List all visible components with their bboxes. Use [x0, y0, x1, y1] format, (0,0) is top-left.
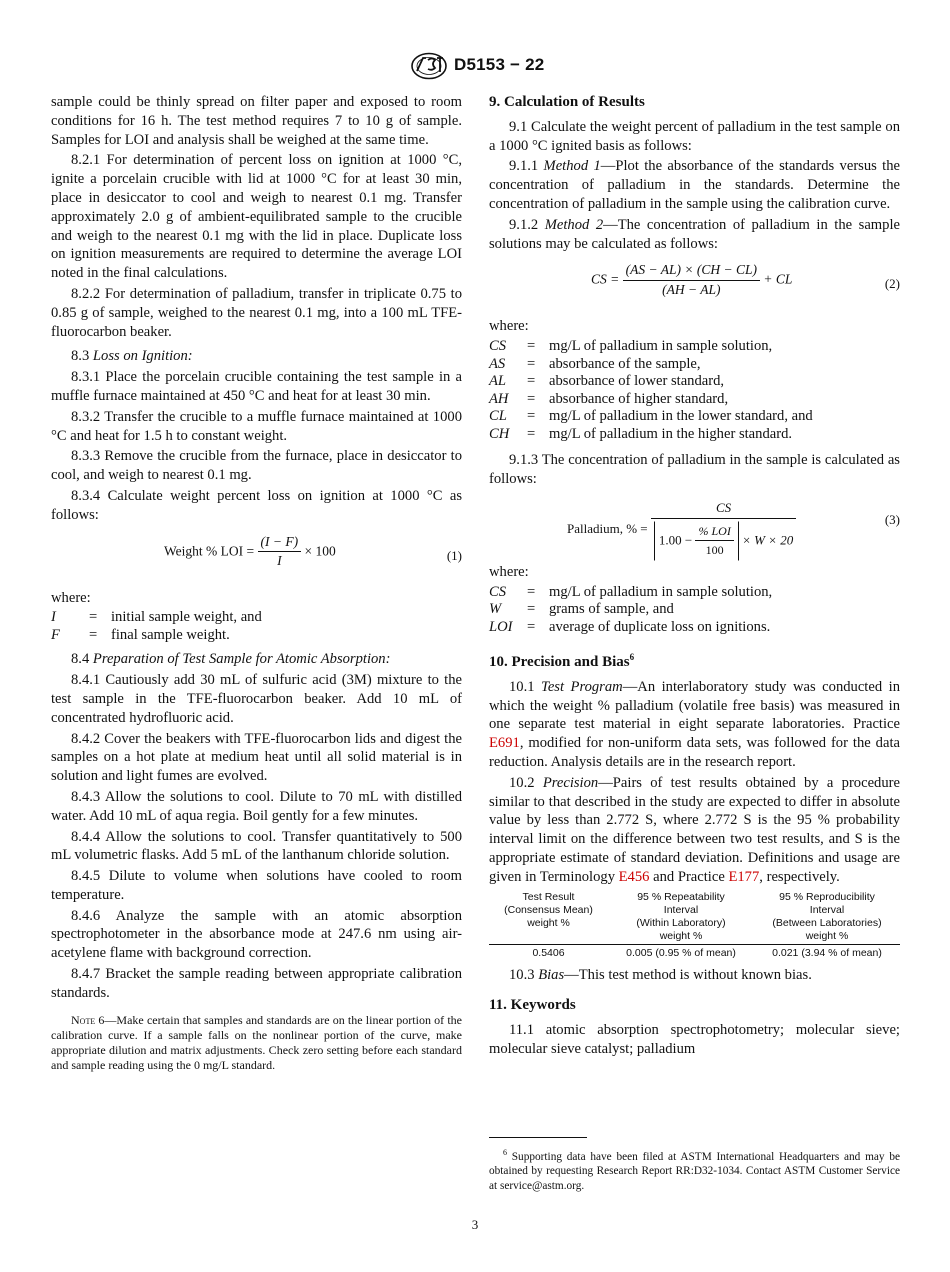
definition-item: W = grams of sample, and — [489, 601, 674, 618]
paragraph-8-4-7: 8.4.7 Bracket the sample reading between appropriate calibration standards. — [51, 966, 462, 1001]
definition-item: CH = mg/L of palladium in the higher standard. — [489, 425, 793, 442]
link-e691[interactable]: E691 — [489, 735, 520, 752]
equation-1-lhs: Weight % LOI = — [164, 542, 255, 558]
equation-1-fraction: $\frac{(I - F)}{I}$ — [258, 533, 302, 572]
definition-item: CS = mg/L of palladium in sample solution, — [489, 338, 773, 355]
link-e177[interactable]: E177 — [728, 868, 760, 885]
paragraph-9-1-1: 9.1.1 Method 1—Plot the absorbance of the standards versus the concentration of palladium in the standards. Determine the concentration of palladium in the sample using the calibration curve. — [489, 158, 901, 212]
definition-item: AL = absorbance of lower standard, — [489, 373, 725, 390]
equation-3-lhs: Palladium, % = — [567, 520, 648, 536]
definition-item: AH = absorbance of higher standard, — [489, 390, 729, 407]
paragraph-8-4-3: 8.4.3 Allow the solutions to cool. Dilute to 70 mL with distilled water. Add 10 mL of aqua regia. Boil gently for a few minutes. — [51, 788, 462, 824]
table-cell: 0.5406 — [532, 946, 565, 959]
page-number: 3 — [471, 1217, 479, 1232]
paragraph-8-4-2: 8.4.2 Cover the beakers with TFE-fluorocarbon lids and digest the samples on a hot plate at medium heat until all solid material is in solution and light fumes are evolved. — [51, 730, 462, 785]
paragraph-8-4-1: 8.4.1 Cautiously add 30 mL of sulfuric acid (3M) mixture to the test sample in the TFE-fluorocarbon beaker. Add 10 mL of concentrated hydrofluoric acid. — [51, 672, 462, 726]
footnote-rule — [489, 1137, 587, 1138]
heading-8-4: 8.4 Preparation of Test Sample for Atomic Absorption: — [71, 651, 391, 668]
document-designation: D5153 − 22 — [454, 55, 545, 74]
equation-2-number: (2) — [884, 276, 900, 292]
table-cell: 0.021 (3.94 % of mean) — [772, 946, 882, 959]
equation-2-lhs: CS = — [591, 271, 620, 287]
definition-item: CL = mg/L of palladium in the lower standard, and — [489, 408, 813, 425]
heading-8-3: 8.3 Loss on Ignition: — [71, 348, 193, 365]
paragraph-8-3-3: 8.3.3 Remove the crucible from the furnace, place in desiccator to cool, and weigh to nearest 0.1 mg. — [51, 448, 462, 484]
section-10-heading: 10. Precision and Bias$^6$ — [489, 652, 635, 671]
page-header — [0, 50, 950, 84]
equation-2 — [489, 261, 900, 311]
where-label: where: — [51, 589, 91, 606]
definition-item: F = final sample weight. — [51, 626, 230, 643]
definition-item: CS = mg/L of palladium in sample solution, — [489, 583, 773, 600]
link-e456[interactable]: E456 — [618, 868, 650, 885]
definition-list-3 — [489, 584, 900, 637]
definition-item: LOI = average of duplicate loss on ignitions. — [489, 618, 771, 635]
precision-table-header — [489, 891, 900, 945]
right-column — [489, 93, 900, 1061]
paragraph-8-2-1: 8.2.1 For determination of percent loss on ignition at 1000 °C, ignite a porcelain crucible with lid at 1000 °C for at least 30 min, place in desiccator to cool and weigh to nearest 0.1 mg. Transfer approximately 2.0 g of ambient-equilibrated sample to the crucible and weigh to the nearest 0.1 mg with the lid in place. Duplicate loss on ignition measurements are required to determine the average LOI noted in the final calculations. — [51, 152, 462, 282]
note-6: Note 6—Make certain that samples and standards are on the linear portion of the calibration curve. If a sample falls on the nonlinear portion of the curve, make appropriate dilution and matrix adjustments. Check zero setting before each standard and sample reading using the 0 mg/L standard. — [51, 1012, 463, 1072]
table-cell: 0.005 (0.95 % of mean) — [626, 946, 736, 959]
definition-item: I = initial sample weight, and — [51, 609, 262, 626]
equation-3-number: (3) — [884, 511, 900, 527]
equation-1 — [51, 533, 462, 583]
paragraph-8-2-2: 8.2.2 For determination of palladium, transfer in triplicate 0.75 to 0.85 g of sample, weighed to the nearest 0.1 mg, into a 100 mL TFE-fluorocarbon beaker. — [51, 285, 462, 340]
definition-list-1 — [51, 609, 462, 644]
equation-1-rhs: × 100 — [304, 542, 336, 558]
left-column — [51, 93, 462, 1073]
paragraph-10-1: 10.1 Test Program—An interlaboratory study was conducted in which the weight % palladium (volatile free basis) was measured in one separate test material in eight separate laboratories. Practice E691, modified for non-uniform data sets, was followed for the data reduction. Analysis details are in the research report. — [489, 678, 900, 771]
paragraph-9-1: 9.1 Calculate the weight percent of palladium in the test sample on a 1000 °C ignited basis as follows: — [489, 118, 900, 154]
paragraph-8-3-4: 8.3.4 Calculate weight percent loss on ignition at 1000 °C as follows: — [51, 487, 462, 523]
paragraph-8-4-6: 8.4.6 Analyze the sample with an atomic absorption spectrophotometer in the absorbance mode at 247.6 nm using air-acetylene flame with background correction. — [51, 907, 462, 962]
equation-3-fraction: CS 1.00 − $\frac{\text{\% LOI}}{100}$ × W × 20 — [651, 499, 796, 561]
section-9-heading: 9. Calculation of Results — [489, 94, 645, 110]
paragraph-sample-prep: sample could be thinly spread on filter paper and exposed to room conditions for 16 h. The test method requires 7 to 10 g of sample. Samples for LOI and analysis shall be weighed at the same time. — [51, 94, 462, 148]
precision-table-row — [489, 944, 900, 960]
definition-item: AS = absorbance of the sample, — [489, 355, 701, 372]
equation-2-rhs: + CL — [763, 271, 793, 287]
paragraph-10-2: 10.2 Precision—Pairs of test results obtained by a procedure similar to that described in the study are expected to differ in absolute value by less than 2.772 S, where 2.772 S is the 95 % probability interval limit on the difference between two test results, and S is the appropriate estimate of standard deviation. Definitions and usage are given in Terminology E456 and Practice E177, respectively. — [489, 774, 900, 885]
equation-3 — [489, 497, 900, 557]
equation-2-fraction: $\frac{(AS - AL) \times (CH - CL)}{(AH - AL)}$ — [623, 261, 760, 300]
section-11-heading: 11. Keywords — [489, 997, 576, 1014]
definition-list-2 — [489, 338, 900, 443]
paragraph-9-1-2: 9.1.2 Method 2—The concentration of palladium in the sample solutions may be calculated as follows: — [489, 216, 900, 252]
table-header-cell: 95 % Reproducibility Interval (Between Laboratories) weight % — [754, 891, 900, 945]
footnote-6: $^6$ Supporting data have been filed at ASTM International Headquarters and may be obtained by requesting Research Report RR:D32-1034. Contact ASTM Customer Service at service@astm.org. — [489, 1148, 900, 1192]
table-header-cell: Test Result (Consensus Mean) weight % — [489, 891, 608, 945]
precision-table — [489, 891, 900, 960]
where-label-2: where: — [489, 318, 529, 335]
table-header-cell: 95 % Repeatability Interval (Within Laboratory) weight % — [608, 891, 754, 945]
where-label-3: where: — [489, 563, 529, 580]
paragraph-8-4-5: 8.4.5 Dilute to volume when solutions have cooled to room temperature. — [51, 868, 462, 903]
paragraph-11-1: 11.1 atomic absorption spectrophotometry; molecular sieve; molecular sieve catalyst; palladium — [489, 1022, 900, 1058]
equation-1-number: (1) — [446, 547, 462, 563]
paragraph-9-1-3: 9.1.3 The concentration of palladium in the sample is calculated as follows: — [489, 452, 900, 487]
paragraph-8-3-2: 8.3.2 Transfer the crucible to a muffle furnace maintained at 1000 °C and heat for 1.5 h to constant weight. — [51, 408, 462, 444]
astm-logo-icon — [410, 52, 448, 80]
paragraph-8-4-4: 8.4.4 Allow the solutions to cool. Transfer quantitatively to 500 mL volumetric flasks. Add 5 mL of the lanthanum chloride solution. — [51, 828, 462, 864]
paragraph-8-3-1: 8.3.1 Place the porcelain crucible containing the test sample in a muffle furnace maintained at 450 °C and heat for at least 30 min. — [51, 369, 462, 404]
paragraph-10-3: 10.3 Bias—This test method is without known bias. — [509, 966, 812, 983]
